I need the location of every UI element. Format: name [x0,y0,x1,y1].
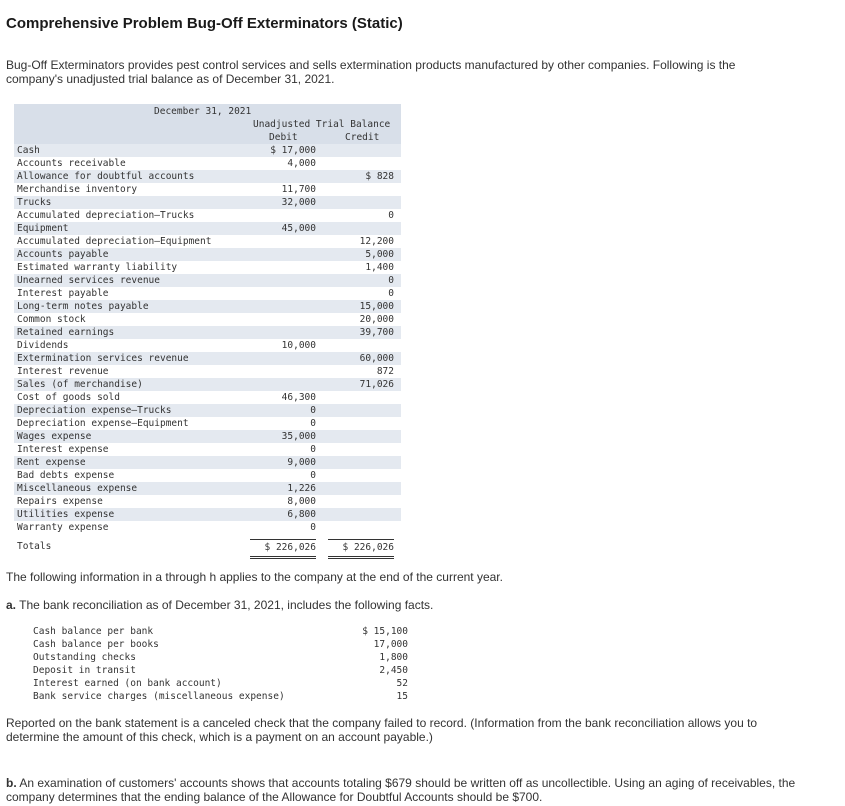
table-row [14,157,401,170]
table-row [14,365,401,378]
account-cell: Dividends [17,340,69,351]
table-row [14,144,401,157]
page-title: Comprehensive Problem Bug-Off Exterminators (Static) [6,15,403,32]
table-row [14,378,401,391]
table-row [14,339,401,352]
debit-cell: 1,226 [287,483,316,494]
account-cell: Retained earnings [17,327,115,338]
account-cell: Bad debts expense [17,470,115,481]
totals-row [14,539,401,555]
date-header: December 31, 2021 [154,106,252,117]
bank-item-label: Deposit in transit [33,665,136,676]
bank-reconciliation-table [32,625,408,703]
account-cell: Interest expense [17,444,109,455]
debit-cell: 0 [310,444,316,455]
unadjusted-header: Unadjusted Trial Balance [253,119,391,130]
account-cell: Common stock [17,314,86,325]
account-cell: Wages expense [17,431,92,442]
totals-label: Totals [17,541,52,552]
credit-cell: $ 828 [365,171,394,182]
account-cell: Accumulated depreciation—Equipment [17,236,212,247]
account-cell: Equipment [17,223,69,234]
table-row [14,417,401,430]
account-cell: Depreciation expense—Equipment [17,418,189,429]
list-item [32,664,408,677]
debit-header: Debit [269,132,298,143]
account-cell: Extermination services revenue [17,353,189,364]
debit-cell: 35,000 [281,431,316,442]
debit-cell: 6,800 [287,509,316,520]
totals-credit: $ 226,026 [328,539,394,559]
debit-cell: 11,700 [281,184,316,195]
account-cell: Trucks [17,197,52,208]
part-b-paragraph [6,776,806,804]
table-row [14,391,401,404]
trial-balance-rows [14,144,401,534]
list-item [32,638,408,651]
totals-debit: $ 226,026 [250,539,316,559]
credit-cell: 872 [376,366,394,377]
debit-cell: 0 [310,470,316,481]
debit-cell: 9,000 [287,457,316,468]
account-cell: Accounts receivable [17,158,126,169]
bank-item-value: $ 15,100 [362,626,408,637]
table-row [14,235,401,248]
credit-cell: 12,200 [359,236,394,247]
account-cell: Accounts payable [17,249,109,260]
trial-balance-header [14,104,401,144]
list-item [32,677,408,690]
bank-item-label: Bank service charges (miscellaneous expense) [33,691,285,702]
credit-cell: 0 [388,275,394,286]
table-row [14,209,401,222]
account-cell: Cash [17,145,40,156]
account-cell: Sales (of merchandise) [17,379,143,390]
list-item [32,625,408,638]
part-a-text: The bank reconciliation as of December 31, 2021, includes the following facts. [19,598,434,612]
debit-cell: 10,000 [281,340,316,351]
account-cell: Depreciation expense—Trucks [17,405,172,416]
table-row [14,274,401,287]
bank-item-value: 1,800 [379,652,408,663]
debit-cell: 4,000 [287,158,316,169]
account-cell: Interest revenue [17,366,109,377]
bank-item-value: 17,000 [373,639,408,650]
credit-cell: 0 [388,210,394,221]
debit-cell: 0 [310,418,316,429]
table-row [14,326,401,339]
table-row [14,508,401,521]
table-row [14,404,401,417]
debit-cell: 0 [310,522,316,533]
account-cell: Long-term notes payable [17,301,149,312]
reported-paragraph: Reported on the bank statement is a canceled check that the company failed to record. (Information from the bank reconciliation allows you to determine the amount of this check, which is a payment on an account payable.) [6,716,758,744]
table-row [14,183,401,196]
account-cell: Cost of goods sold [17,392,120,403]
debit-cell: 32,000 [281,197,316,208]
table-row [14,261,401,274]
intro-paragraph: Bug-Off Exterminators provides pest control services and sells extermination products manufactured by other companies. Following is the company's unadjusted trial balance as of December 31, 2021. [6,58,736,86]
table-row [14,469,401,482]
part-b-text: An examination of customers' accounts shows that accounts totaling $679 should be written off as uncollectible. Using an aging of receivables, the company determines that the ending balance of the Allowance for Doubtful Accounts should be $700. [6,776,796,804]
part-b-letter: b. [6,776,17,790]
table-row [14,287,401,300]
account-cell: Unearned services revenue [17,275,160,286]
bank-item-label: Cash balance per bank [33,626,154,637]
credit-cell: 71,026 [359,379,394,390]
debit-cell: 8,000 [287,496,316,507]
account-cell: Utilities expense [17,509,115,520]
account-cell: Estimated warranty liability [17,262,178,273]
credit-cell: 15,000 [359,301,394,312]
credit-header: Credit [345,132,380,143]
debit-cell: 0 [310,405,316,416]
info-text: The following information in a through h applies to the company at the end of the current year. [6,570,503,584]
part-a-letter: a. [6,598,17,612]
part-a-heading [6,598,433,612]
credit-cell: 1,400 [365,262,394,273]
table-row [14,248,401,261]
table-row [14,352,401,365]
credit-cell: 0 [388,288,394,299]
account-cell: Allowance for doubtful accounts [17,171,195,182]
credit-cell: 39,700 [359,327,394,338]
table-row [14,300,401,313]
table-row [14,222,401,235]
bank-item-label: Interest earned (on bank account) [33,678,222,689]
table-row [14,196,401,209]
credit-cell: 60,000 [359,353,394,364]
table-row [14,443,401,456]
account-cell: Repairs expense [17,496,103,507]
table-row [14,430,401,443]
credit-cell: 5,000 [365,249,394,260]
credit-cell: 20,000 [359,314,394,325]
list-item [32,690,408,703]
debit-cell: 45,000 [281,223,316,234]
debit-cell: 46,300 [281,392,316,403]
account-cell: Warranty expense [17,522,109,533]
bank-item-value: 52 [396,678,408,689]
bank-item-value: 2,450 [379,665,408,676]
list-item [32,651,408,664]
account-cell: Miscellaneous expense [17,483,138,494]
account-cell: Interest payable [17,288,109,299]
table-row [14,456,401,469]
bank-item-label: Cash balance per books [33,639,159,650]
table-row [14,313,401,326]
bank-item-value: 15 [396,691,408,702]
trial-balance-table [14,104,401,555]
table-row [14,170,401,183]
table-row [14,521,401,534]
bank-item-label: Outstanding checks [33,652,136,663]
table-row [14,495,401,508]
account-cell: Rent expense [17,457,86,468]
account-cell: Merchandise inventory [17,184,138,195]
table-row [14,482,401,495]
debit-cell: $ 17,000 [270,145,316,156]
account-cell: Accumulated depreciation—Trucks [17,210,195,221]
